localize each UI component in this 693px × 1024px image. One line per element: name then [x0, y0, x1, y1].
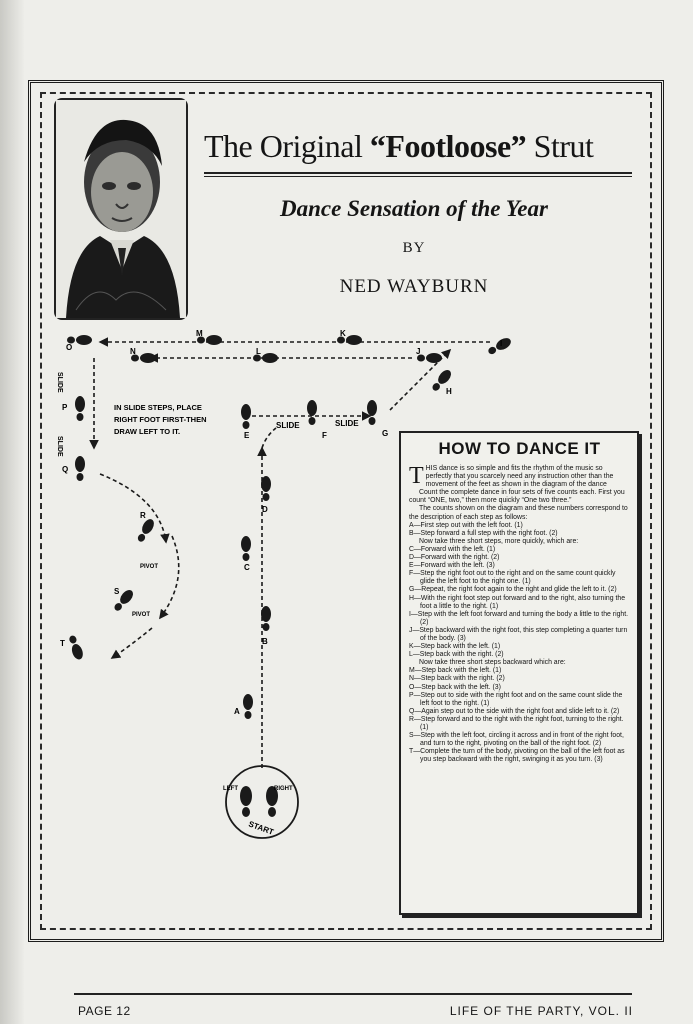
footprint-f — [307, 400, 317, 425]
step-item: C—Forward with the left. (1) — [409, 545, 496, 553]
step-item: A—First step out with the left foot. (1) — [409, 521, 523, 529]
footprint-g — [367, 400, 377, 425]
how-to-heading: HOW TO DANCE IT — [438, 439, 601, 458]
instruction-line-2: RIGHT FOOT FIRST-THEN — [114, 415, 207, 424]
pivot-label-1: PIVOT — [140, 564, 159, 570]
drop-cap: T — [409, 463, 424, 489]
count-paragraph: Count the complete dance in four sets of five counts each. First you count “ONE, two,” then more quickly “One two three.” — [409, 489, 625, 505]
step-item: P—Step out to side with the right foot and on the same count slide the left foot to the right. (1) — [409, 691, 623, 707]
publication-name: LIFE OF THE PARTY, VOL. II — [449, 1004, 633, 1018]
how-to-dance-panel — [399, 431, 639, 915]
step-item: Q—Again step out to the side with the right foot and slide left to it. (2) — [409, 707, 620, 715]
start-left-foot — [240, 786, 252, 817]
step-item: S—Step with the left foot, circling it across and in front of the right foot, and turn to the right, pivoting on the ball of the right foot. (2) — [409, 732, 624, 748]
page-binding-shadow — [0, 0, 24, 1024]
intro-text: HIS dance is so simple and fits the rhythm of the music so perfectly that you scarcely need any instruction other than the movement of the feet as shown in the diagram of the dance — [425, 465, 614, 489]
pivot-label-2: PIVOT — [132, 612, 151, 618]
step-letter-d: D — [262, 505, 268, 514]
step-letter-q: Q — [62, 465, 69, 474]
title-suffix: Strut — [526, 128, 594, 164]
byline: BY — [402, 240, 426, 256]
step-item: T—Complete the turn of the body, pivoting on the ball of the left foot as you step backward with the right, swinging it as you turn. (3) — [409, 748, 625, 764]
slide-label-2: SLIDE — [335, 419, 359, 428]
title-rule — [204, 172, 632, 174]
slide-label-3: SLIDE — [56, 372, 63, 393]
step-letter-h: H — [446, 387, 452, 396]
author-portrait — [54, 98, 188, 320]
page-number: PAGE 12 — [78, 1004, 131, 1018]
step-letter-j: J — [416, 347, 421, 356]
start-label: START — [247, 819, 275, 837]
step-letter-m: M — [196, 329, 203, 338]
title-emphasis: “Footloose” — [369, 128, 527, 164]
step-item: I—Step with the left foot forward and turning the body a little to the right. (2) — [409, 610, 629, 626]
right-foot-label: RIGHT — [274, 786, 293, 792]
step-letter-p: P — [62, 403, 68, 412]
step-letter-f: F — [322, 431, 327, 440]
footprint-c — [241, 536, 251, 561]
how-to-body — [409, 465, 630, 764]
step-letter-c: C — [244, 563, 250, 572]
footprint-p — [75, 396, 85, 421]
steps-list — [409, 522, 630, 765]
step-item: D—Forward with the right. (2) — [409, 554, 500, 562]
step-item: K—Step back with the left. (1) — [409, 643, 501, 651]
title-prefix: The Original — [204, 128, 370, 164]
step-letter-b: B — [262, 637, 268, 646]
author-portrait-image — [56, 100, 186, 318]
footprint-d — [261, 476, 271, 501]
step-item: E—Forward with the left. (3) — [409, 562, 495, 570]
left-foot-label: LEFT — [223, 786, 238, 792]
step-item: B—Step forward a full step with the right foot. (2) — [409, 529, 558, 537]
step-item: F—Step the right foot out to the right and on the same count quickly glide the left foot to the right one. (1) — [409, 570, 616, 586]
footer-rule — [74, 993, 632, 995]
step-item: L—Step back with the right. (2) — [409, 651, 504, 659]
description-paragraph: The counts shown on the diagram and these numbers correspond to the description of each step as follows: — [409, 505, 628, 521]
step-letter-a: A — [234, 707, 240, 716]
page-title — [204, 128, 634, 165]
instruction-line-1: IN SLIDE STEPS, PLACE — [114, 403, 202, 412]
subtitle: Dance Sensation of the Year — [280, 196, 548, 221]
step-item: H—With the right foot step out forward and to the right, also turning the foot a little to the right. (1) — [409, 594, 626, 610]
step-note: Now take three short steps, more quickly, which are: — [419, 537, 579, 545]
step-item: R—Step forward and to the right with the right foot, turning to the right. (1) — [409, 715, 624, 731]
instruction-line-3: DRAW LEFT TO IT. — [114, 427, 181, 436]
footprint-r — [135, 517, 156, 544]
step-letter-k: K — [340, 329, 346, 338]
step-item: O—Step back with the left. (3) — [409, 683, 501, 691]
author-name: NED WAYBURN — [339, 276, 489, 297]
step-letter-g: G — [382, 429, 389, 438]
step-letter-i: I — [500, 339, 503, 348]
step-item: N—Step back with the right. (2) — [409, 675, 505, 683]
step-letter-t: T — [60, 639, 65, 648]
step-letter-o: O — [66, 343, 73, 352]
step-letter-l: L — [256, 347, 261, 356]
step-letter-s: S — [114, 587, 120, 596]
step-letter-e: E — [244, 431, 250, 440]
footprint-q — [75, 456, 85, 481]
title-rule-thin — [204, 176, 632, 177]
step-note: Now take three short steps backward which are: — [419, 659, 566, 667]
footprint-e — [241, 404, 251, 429]
slide-label-4: SLIDE — [56, 436, 63, 457]
step-item: G—Repeat, the right foot again to the right and glide the left to it. (2) — [409, 586, 617, 594]
intro-paragraph — [409, 465, 630, 489]
step-letter-n: N — [130, 347, 136, 356]
footprint-t — [67, 634, 85, 661]
step-item: J—Step backward with the right foot, this step completing a quarter turn of the body. (3) — [409, 626, 628, 642]
slide-label-1: SLIDE — [276, 421, 300, 430]
step-letter-r: R — [140, 511, 146, 520]
footprint-a — [243, 694, 253, 719]
step-item: M—Step back with the left. (1) — [409, 667, 502, 675]
